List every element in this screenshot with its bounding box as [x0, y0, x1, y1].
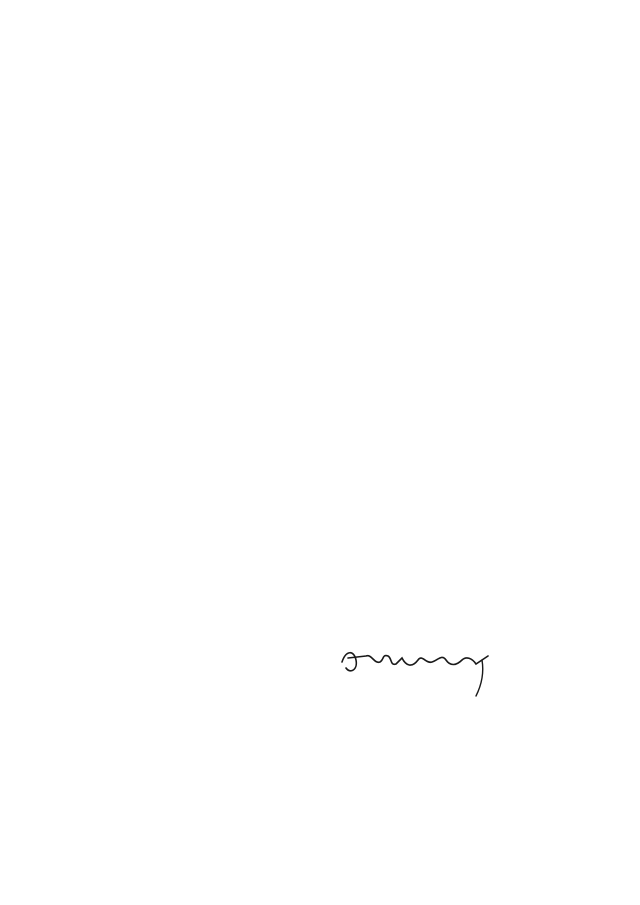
- signature-block: [108, 640, 612, 700]
- handwritten-signature-icon: [336, 640, 506, 700]
